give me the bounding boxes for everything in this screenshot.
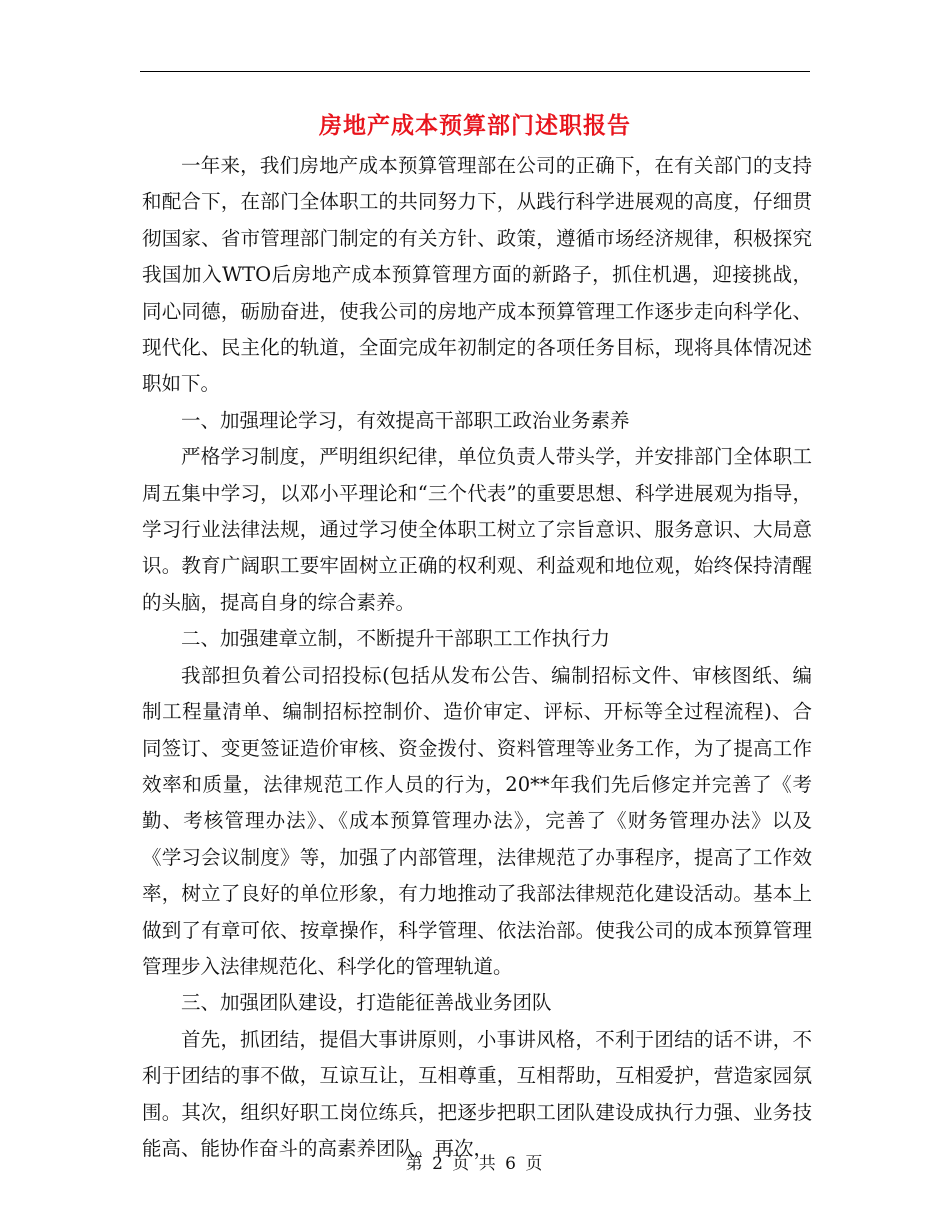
paragraph-section-2: 我部担负着公司招投标(包括从发布公告、编制招标文件、审核图纸、编制工程量清单、编制招标控制价、造价审定、评标、开标等全过程流程)、合同签订、变更签证造价审核、资金拨付、资料管理等业务工作，为了提高工作效率和质量，法律规范工作人员的行为，20**年我们先后修定并完善了《考勤、考核管理办法》、《成本预算管理办法》，完善了《财务管理办法》以及《学习会议制度》等，加强了内部管理，法律规范了办事程序，提高了工作效率，树立了良好的单位形象，有力地推动了我部法律规范化建设活动。基本上做到了有章可依、按章操作，科学管理、依法治部。使我公司的成本预算管理管理步入法律规范化、科学化的管理轨道。 <box>142 663 812 978</box>
section-heading-3: 三、加强团队建设，打造能征善战业务团队 <box>181 991 552 1015</box>
paragraph-section-3: 首先，抓团结，提倡大事讲原则，小事讲风格，不利于团结的话不讲，不利于团结的事不做，互谅互让，互相尊重，互相帮助，互相爱护，营造家园氛围。其次，组织好职工岗位练兵，把逐步把职工团队建设成执行力强、业务技能高、能协作奋斗的高素养团队。再次， <box>142 1027 812 1160</box>
section-heading-1: 一、加强理论学习，有效提高干部职工政治业务素养 <box>181 408 630 432</box>
document-title: 房地产成本预算部门述职报告 <box>319 112 631 139</box>
section-heading-2: 二、加强建章立制，不断提升干部职工工作执行力 <box>181 627 611 651</box>
header-rule <box>140 71 810 72</box>
document-body <box>142 148 812 1167</box>
paragraph-intro: 一年来，我们房地产成本预算管理部在公司的正确下，在有关部门的支持和配合下，在部门全体职工的共同努力下，从践行科学进展观的高度，仔细贯彻国家、省市管理部门制定的有关方针、政策，遵循市场经济规律，积极探究我国加入WTO后房地产成本预算管理方面的新路子，抓住机遇，迎接挑战，同心同德，砺励奋进，使我公司的房地产成本预算管理工作逐步走向科学化、现代化、民主化的轨道，全面完成年初制定的各项任务目标，现将具体情况述职如下。 <box>142 154 812 396</box>
page-number-footer: 第 2 页 共 6 页 <box>405 1154 545 1174</box>
paragraph-section-1: 严格学习制度，严明组织纪律，单位负责人带头学，并安排部门全体职工周五集中学习，以邓小平理论和“三个代表”的重要思想、科学进展观为指导，学习行业法律法规，通过学习使全体职工树立了宗旨意识、服务意识、大局意识。教育广阔职工要牢固树立正确的权利观、利益观和地位观，始终保持清醒的头脑，提高自身的综合素养。 <box>142 445 812 614</box>
